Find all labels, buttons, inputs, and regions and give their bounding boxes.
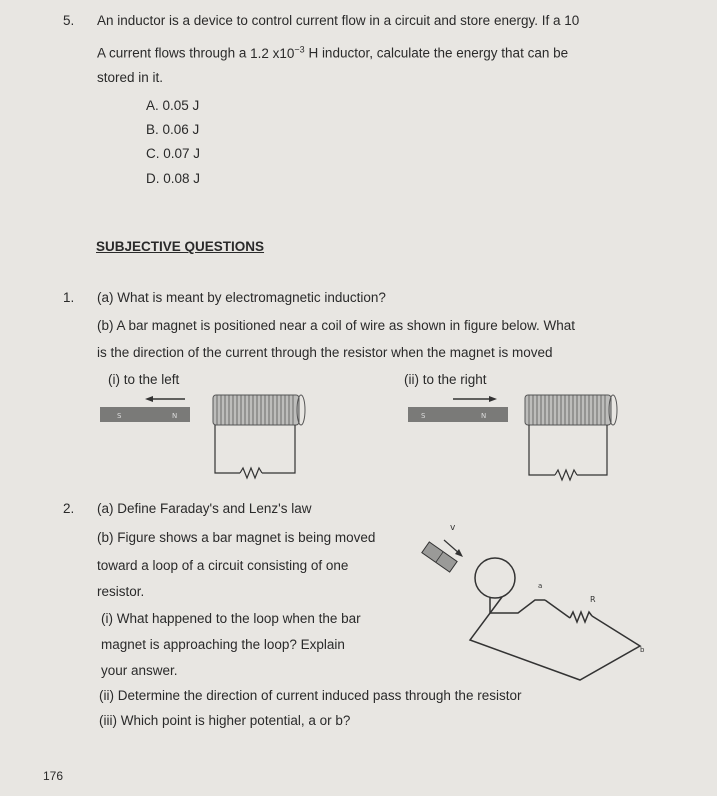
wire-right	[529, 425, 555, 475]
q5-inductance	[250, 46, 305, 61]
s2-part-i-line3: your answer.	[101, 663, 178, 678]
q5-inductance-exp: −3	[294, 44, 305, 54]
resistor-right	[555, 470, 577, 480]
option-letter: A.	[146, 98, 159, 113]
page-number: 176	[43, 769, 64, 783]
arrow-left-head	[145, 396, 153, 402]
s1-part-a: (a) What is meant by electromagnetic induction?	[97, 290, 386, 305]
magnet-n-label: N	[481, 412, 487, 420]
q5-line3: stored in it.	[97, 70, 164, 85]
resistor-label: R	[590, 595, 596, 604]
loop-circuit-figure	[410, 518, 650, 690]
q5-option-d	[146, 171, 200, 187]
arrow-right-head	[489, 396, 497, 402]
s2-part-a: (a) Define Faraday's and Lenz's law	[97, 501, 312, 516]
wire-loop	[475, 558, 515, 598]
q5-option-a	[146, 98, 199, 114]
q5-line2-post: H inductor, calculate the energy that can be	[308, 45, 569, 61]
option-value: 0.06 J	[162, 122, 200, 137]
magnet-s-label: S	[421, 412, 426, 420]
section-title: SUBJECTIVE QUESTIONS	[96, 239, 265, 254]
coil-figure-right	[403, 385, 623, 480]
option-letter: D.	[146, 171, 160, 186]
coil-left	[213, 395, 305, 425]
wire-a-to-resistor	[545, 600, 570, 618]
q5-line1: An inductor is a device to control current flow in a circuit and store energy. If a 10	[97, 13, 580, 28]
s1-part-b-line1: (b) A bar magnet is positioned near a coil of wire as shown in figure below. What	[97, 318, 576, 333]
s2-part-b-line3: resistor.	[97, 584, 145, 599]
option-value: 0.07 J	[163, 146, 201, 161]
wire-right-return	[577, 425, 607, 475]
coil-body	[213, 395, 299, 425]
point-b-label: b	[640, 646, 645, 654]
coil-right	[525, 395, 617, 425]
resistor-left	[240, 468, 262, 478]
q5-option-b	[146, 122, 199, 138]
coil-body	[525, 395, 611, 425]
coil-figure-left	[95, 385, 310, 480]
option-value: 0.08 J	[163, 171, 201, 186]
q5-line2	[97, 41, 568, 62]
s2-number: 2.	[63, 501, 75, 516]
s2-part-i-line1: (i) What happened to the loop when the bar	[101, 611, 361, 626]
s1-part-i: (i) to the left	[108, 372, 180, 387]
resistor	[570, 612, 592, 622]
s2-part-i-line2: magnet is approaching the loop? Explain	[101, 637, 345, 652]
magnet-s-label: S	[117, 412, 122, 420]
s2-part-b-line1: (b) Figure shows a bar magnet is being moved	[97, 530, 376, 545]
point-a-label: a	[538, 582, 543, 590]
q5-option-c	[146, 146, 200, 162]
s2-part-b-line2: toward a loop of a circuit consisting of one	[97, 558, 349, 573]
s2-part-iii: (iii) Which point is higher potential, a or b?	[99, 713, 351, 728]
magnet-n-label: N	[172, 412, 178, 420]
q5-number: 5.	[63, 13, 75, 28]
wire-left	[215, 425, 240, 473]
s1-part-ii: (ii) to the right	[404, 372, 487, 387]
q5-line2-pre: A current flows through a	[97, 45, 247, 61]
option-letter: C.	[146, 146, 160, 161]
s2-part-ii: (ii) Determine the direction of current induced pass through the resistor	[99, 688, 522, 703]
s1-number: 1.	[63, 290, 75, 305]
velocity-label: v	[450, 523, 456, 533]
s1-part-b-line2: is the direction of the current through the resistor when the magnet is moved	[97, 345, 553, 360]
wire-to-a	[490, 597, 545, 613]
option-letter: B.	[146, 122, 159, 137]
option-value: 0.05 J	[162, 98, 200, 113]
wire-return	[470, 597, 640, 680]
q5-inductance-coeff: 1.2 x10	[250, 45, 295, 61]
wire-left-return	[262, 425, 295, 473]
